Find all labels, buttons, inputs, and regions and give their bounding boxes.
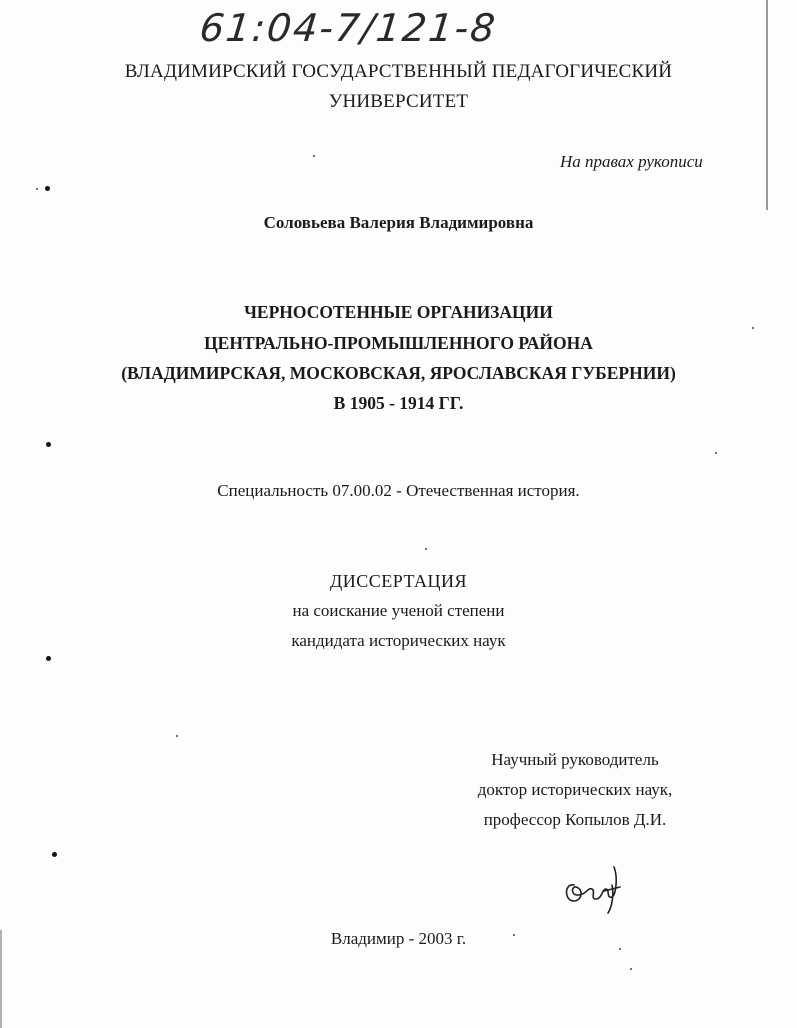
advisor-line2: доктор исторических наук, bbox=[477, 780, 673, 799]
title-line4: В 1905 - 1914 ГГ. bbox=[333, 393, 464, 413]
punch-mark bbox=[46, 656, 51, 661]
university-name-line1: ВЛАДИМИРСКИЙ ГОСУДАРСТВЕННЫЙ ПЕДАГОГИЧЕСКИЙ bbox=[124, 61, 673, 82]
scan-speck bbox=[619, 948, 621, 950]
author-name: Соловьева Валерия Владимировна bbox=[263, 213, 534, 232]
dissertation-degree-line2: кандидата исторических наук bbox=[291, 631, 506, 650]
punch-mark bbox=[45, 186, 50, 191]
rights-note: На правах рукописи bbox=[560, 152, 703, 171]
dissertation-degree-line1: на соискание ученой степени bbox=[292, 601, 505, 620]
scan-speck bbox=[425, 548, 427, 550]
scan-speck bbox=[176, 735, 178, 737]
advisor-line3: профессор Копылов Д.И. bbox=[483, 810, 667, 829]
handwritten-catalog-code: 61:04-7/121-8 bbox=[197, 6, 499, 50]
advisor-line1: Научный руководитель bbox=[491, 750, 659, 769]
university-name-line2: УНИВЕРСИТЕТ bbox=[328, 91, 469, 112]
title-line1: ЧЕРНОСОТЕННЫЕ ОРГАНИЗАЦИИ bbox=[244, 302, 553, 322]
dissertation-heading: ДИССЕРТАЦИЯ bbox=[329, 571, 468, 591]
punch-mark bbox=[52, 852, 57, 857]
city-year: Владимир - 2003 г. bbox=[330, 929, 467, 948]
scan-speck bbox=[313, 155, 315, 157]
scan-speck bbox=[752, 327, 754, 329]
scan-speck bbox=[715, 452, 717, 454]
title-line2: ЦЕНТРАЛЬНО-ПРОМЫШЛЕННОГО РАЙОНА bbox=[204, 333, 593, 353]
scan-speck bbox=[513, 934, 515, 936]
scan-speck bbox=[36, 188, 38, 190]
signature-mark bbox=[560, 855, 630, 915]
scan-speck bbox=[630, 968, 632, 970]
title-line3: (ВЛАДИМИРСКАЯ, МОСКОВСКАЯ, ЯРОСЛАВСКАЯ ГУБЕРНИИ) bbox=[121, 363, 676, 383]
specialty: Специальность 07.00.02 - Отечественная история. bbox=[217, 481, 580, 500]
punch-mark bbox=[46, 442, 51, 447]
